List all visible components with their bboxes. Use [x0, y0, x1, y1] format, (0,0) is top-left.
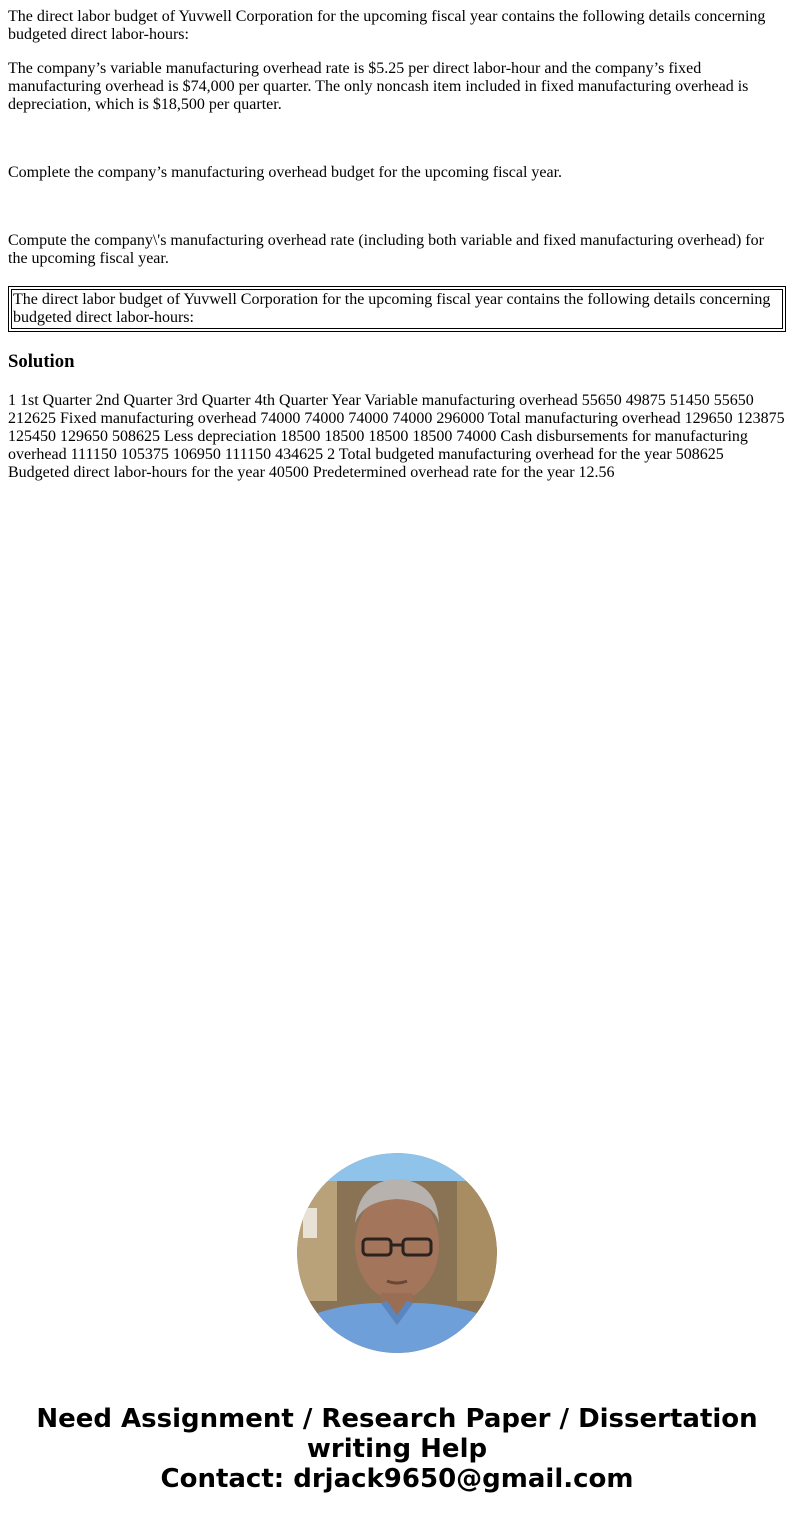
footer-line-2: writing Help [306, 1434, 488, 1464]
question-overhead-info: The company’s variable manufacturing overhead rate is $5.25 per direct labor-hour and the company’s fixed manufacturing overhead is $74,000 per quarter. The only noncash item included in fixed manufacturing overhead is depreciation, which is $18,500 per quarter. [8, 60, 749, 113]
table-cell: The direct labor budget of Yuvwell Corporation for the upcoming fiscal year contains the following details concerning budgeted direct labor-hours: [11, 289, 783, 329]
spacer [8, 198, 786, 232]
solution-text: 1 1st Quarter 2nd Quarter 3rd Quarter 4th Quarter Year Variable manufacturing overhead 55650 49875 51450 55650 212625 Fixed manufacturing overhead 74000 74000 74000 74000 296000 Total manufacturing overhead 129650 123875 125450 129650 508625 Less depreciation 18500 18500 18500 18500 74000 Cash disbursements for manufacturing overhead 111150 105375 106950 111150 434625 2 Total budgeted manufacturing overhead for the year 508625 Budgeted direct labor-hours for the year 40500 Predetermined overhead rate for the year 12.56 [8, 392, 785, 481]
question-table [8, 286, 786, 332]
document-body [0, 0, 794, 482]
question-intro: The direct labor budget of Yuvwell Corporation for the upcoming fiscal year contains the following details concerning budgeted direct labor-hours: [8, 8, 766, 43]
solution-heading: Solution [8, 351, 75, 372]
question-task-1: Complete the company’s manufacturing overhead budget for the upcoming fiscal year. [8, 164, 563, 181]
question-task-2: Compute the company\'s manufacturing overhead rate (including both variable and fixed manufacturing overhead) for the upcoming fiscal year. [8, 232, 764, 267]
table-row [11, 289, 783, 329]
footer-contact [0, 1404, 794, 1494]
avatar [297, 1153, 497, 1353]
person-photo-icon [297, 1153, 497, 1353]
footer-line-3: Contact: drjack9650@gmail.com [160, 1464, 634, 1494]
footer-line-1: Need Assignment / Research Paper / Dissertation [36, 1404, 758, 1434]
spacer [8, 130, 786, 164]
